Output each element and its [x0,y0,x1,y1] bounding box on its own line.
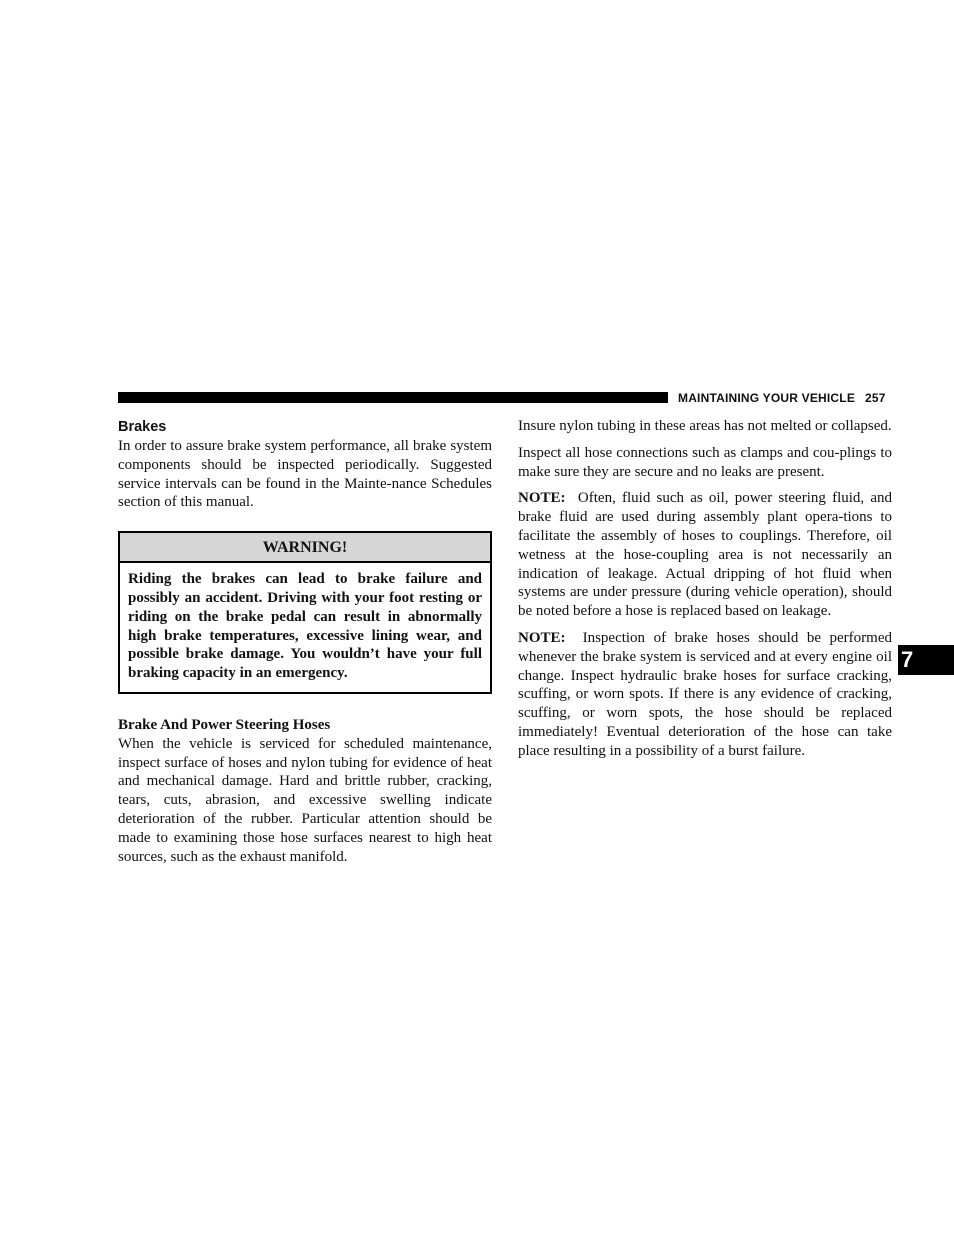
note-fluid-paragraph [518,489,892,621]
brakes-paragraph: In order to assure brake system performance, all brake system components should be inspected periodically. Suggested service intervals can be found in the Mainte-nance Schedules section of this manual. [118,438,492,511]
hose-connections-paragraph: Inspect all hose connections such as clamps and cou-plings to make sure they are secure and no leaks are present. [518,444,892,480]
warning-title: WARNING! [120,533,490,563]
right-column [518,417,892,761]
page-number: 257 [865,391,886,405]
section-title: MAINTAINING YOUR VEHICLE [678,391,856,405]
note-inspection-paragraph [518,629,892,761]
warning-body: Riding the brakes can lead to brake failure and possibly an accident. Driving with your foot resting or riding on the brake pedal can result in abnormally high brake temperatures, excessive lining wear, and possible brake damage. You wouldn’t have your full braking capacity in an emergency. [128,571,482,682]
left-column [118,417,492,866]
note-label: NOTE: [518,490,566,507]
header-rule [118,392,668,403]
warning-box [118,531,492,694]
hoses-paragraph: When the vehicle is serviced for scheduled maintenance, inspect surface of hoses and nylon tubing for evidence of heat and mechanical damage. Hard and brittle rubber, cracking, tears, cuts, abrasion, and excessive swelling indicate deterioration of the rubber. Particular attention should be made to examining those hose surfaces nearest to high heat sources, such as the exhaust manifold. [118,735,492,865]
note-label: NOTE: [518,629,566,646]
note-text: Often, fluid such as oil, power steering fluid, and brake fluid are used during assembly plant opera-tions to facilitate the assembly of hoses to couplings. Therefore, oil wetness at the hose-coupling area is not necessarily an indication of leakage. Actual dripping of hot fluid when systems are under pressure (during vehicle operation), should be noted before a hose is replaced based on leakage. [518,490,893,620]
note-text: Inspection of brake hoses should be performed whenever the brake system is serviced and at every engine oil change. Inspect hydraulic brake hoses for surface cracking, scuffing, or worn spots. If there is any evidence of cracking, scuffing, or worn spots, the hose should be replaced immediately! Eventual deterioration of the hose can take place resulting in a possibility of a burst failure. [518,629,892,759]
running-header [678,391,886,405]
hoses-heading: Brake And Power Steering Hoses [118,716,331,733]
nylon-tubing-paragraph: Insure nylon tubing in these areas has not melted or collapsed. [518,418,892,434]
brakes-heading: Brakes [118,419,167,435]
chapter-tab: 7 [898,645,954,675]
